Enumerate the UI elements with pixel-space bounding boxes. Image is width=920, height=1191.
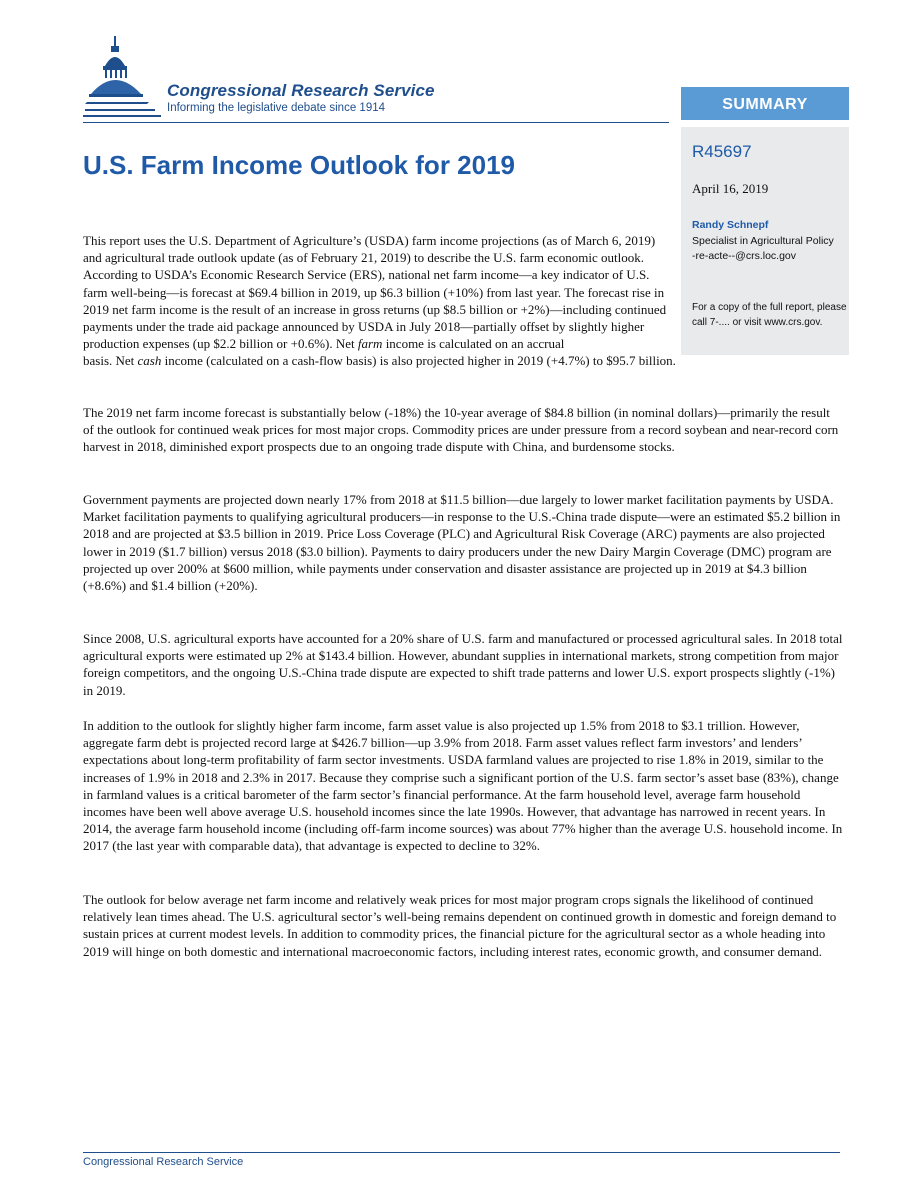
report-date: April 16, 2019 (692, 181, 769, 196)
paragraph-exports: Since 2008, U.S. agricultural exports have accounted for a 20% share of U.S. farm and manufactured or processed agricultural sales. In 2018 total agricultural exports were estimated up 2% at $143.4 billion. However, abundant supplies in international markets, strong competition from major foreign competitors, and the ongoing U.S.-China trade dispute are expected to shift trade patterns and lower U.S. export prospects slightly (-1%) in 2019. (83, 631, 843, 698)
report-number: R45697 (692, 142, 752, 161)
paragraph-net-income: The 2019 net farm income forecast is substantially below (-18%) the 10-year average of $84.8 billion (in nominal dollars)—primarily the result of the outlook for continued weak prices for most major crops. Commodity prices are under pressure from a record soybean and near-record corn harvest in 2018, diminished export prospects due to an ongoing trade dispute with China, and burdensome stocks. (83, 405, 839, 455)
intro-text-a: This report uses the U.S. Department of Agriculture’s (USDA) farm income projections (as of March 6, 2019) and agricultural trade outlook update (as of February 21, 2019) to describe the U.S. farm economic outlook. According to USDA’s Economic Research Service (ERS), national net farm income—a key indicator of U.S. farm well-being—is forecast at $69.4 billion in 2019, up $6.3 billion (+10%) from last year. The forecast rise in 2019 net farm income is the result of an increase in gross returns (up $8.5 billion or +2%)—including continued payments under the trade aid package announced by USDA in July 2018—partially offset by slightly higher production expenses (up $2.2 billion or +0.6%). Net (83, 233, 667, 352)
intro-text-d: income (calculated on a cash-flow basis) is also projected higher in 2019 (+4.7%) to $95.7 billion. (161, 353, 676, 369)
capitol-dome-icon (83, 36, 163, 124)
copy-request-note: For a copy of the full report, please call 7-.... or visit www.crs.gov. (692, 302, 847, 328)
header-divider (83, 122, 669, 123)
footer-divider (83, 1152, 840, 1153)
intro-emphasis-farm: farm (357, 336, 383, 352)
org-name: Congressional Research Service (167, 81, 435, 100)
author-title: Specialist in Agricultural Policy (692, 235, 834, 247)
summary-heading: SUMMARY (681, 87, 849, 120)
org-tagline: Informing the legislative debate since 1914 (167, 102, 386, 114)
crs-logo (83, 36, 503, 126)
intro-text-c: basis. Net (83, 353, 138, 369)
paragraph-intro-wrapped (83, 232, 668, 352)
paragraph-government-payments: Government payments are projected down nearly 17% from 2018 at $11.5 billion—due largely to lower market facilitation payments by USDA. Market facilitation payments to qualifying agricultural producers—in response to the U.S.-China trade dispute—were an estimated $5.2 billion in 2018 and are projected at $3.5 billion in 2019. Price Loss Coverage (PLC) and Agricultural Risk Coverage (ARC) payments are also projected lower in 2019 ($1.7 billion) versus 2018 ($3.0 billion). Payments to dairy producers under the new Dairy Margin Coverage (DMC) program are projected up over 200% at $600 million, while payments under conservation and disaster assistance are projected up in 2019 at $4.3 billion (+8.6%) and $1.4 billion (+20%). (83, 492, 841, 594)
intro-emphasis-cash: cash (137, 353, 162, 369)
author-email: -re-acte--@crs.loc.gov (692, 250, 797, 262)
paragraph-outlook: The outlook for below average net farm income and relatively weak prices for most major program crops signals the likelihood of continued relatively lean times ahead. The U.S. agricultural sector’s well-being remains dependent on continued growth in domestic and foreign demand to sustain prices at current modest levels. In addition to commodity prices, the financial picture for the agricultural sector as a whole heading into 2019 will hinge on both domestic and international macroeconomic factors, including interest rates, economic growth, and consumer demand. (83, 892, 837, 959)
paragraph-intro (83, 232, 843, 370)
intro-text-b: income is calculated on an accrual (382, 336, 565, 352)
author-name: Randy Schnepf (692, 219, 769, 231)
page-title: U.S. Farm Income Outlook for 2019 (83, 150, 515, 180)
footer-text: Congressional Research Service (83, 1156, 244, 1168)
paragraph-farm-assets: In addition to the outlook for slightly higher farm income, farm asset value is also projected up 1.5% from 2018 to $3.1 trillion. However, aggregate farm debt is projected record large at $426.7 billion—up 3.9% from 2018. Farm asset values reflect farm investors’ and lenders’ expectations about long-term profitability of farm sector investments. USDA farmland values are projected to rise 1.8% in 2019, similar to the increases of 1.9% in 2018 and 2.3% in 2017. Because they comprise such a significant portion of the U.S. farm sector’s asset base (83%), change in farmland values is a critical barometer of the farm sector’s financial performance. At the farm household level, average farm household incomes have been well above average U.S. household incomes since the late 1990s. However, that advantage has narrowed in recent years. In 2014, the average farm household income (including off-farm income sources) was about 77% higher than the average U.S. household income. In 2017 (the last year with comparable data), that advantage is expected to decline to 32%. (83, 718, 843, 854)
